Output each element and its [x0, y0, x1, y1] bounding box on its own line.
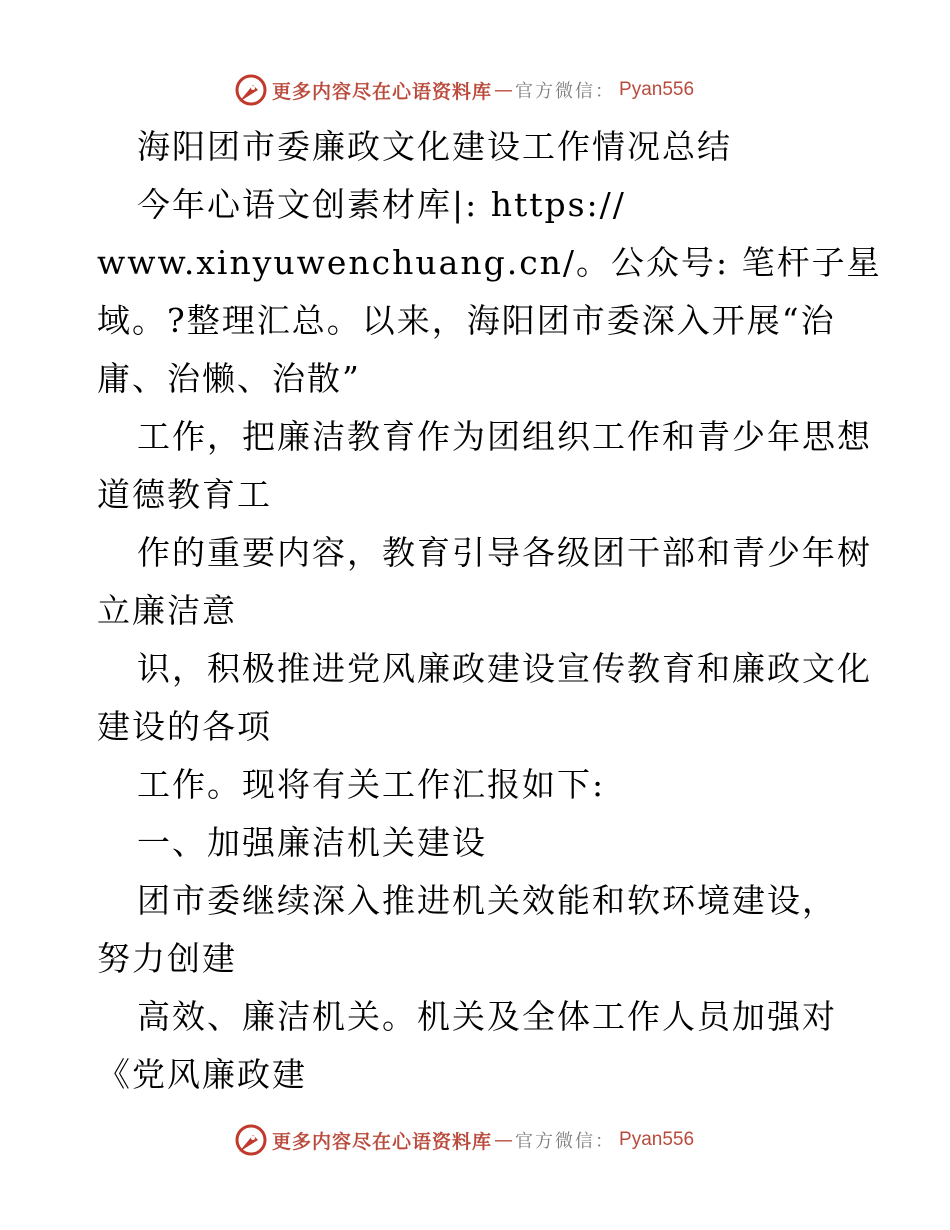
text-line: 域。?整理汇总。以来，海阳团市委深入开展“治 [97, 301, 836, 340]
header-banner [234, 72, 694, 108]
text-line: 工作，把廉洁教育作为团组织工作和青少年思想 [137, 417, 872, 456]
pen-nib-logo-icon [234, 73, 268, 107]
banner-wechat-id: Pyan556 [619, 1129, 695, 1150]
text-line: 庸、治懒、治散” [97, 359, 361, 398]
document-title: 海阳团市委廉政文化建设工作情况总结 [137, 127, 732, 166]
banner-brand-text: 更多内容尽在心语资料库 [272, 1130, 493, 1153]
text-line: 道德教育工 [97, 475, 272, 514]
text-line: 团市委继续深入推进机关效能和软环境建设， [137, 881, 837, 920]
text-line: 工作。现将有关工作汇报如下: [137, 765, 606, 804]
text-line: 努力创建 [97, 939, 237, 978]
banner-dash: — [494, 79, 514, 101]
text-line: 识，积极推进党风廉政建设宣传教育和廉政文化 [137, 649, 872, 688]
text-line: 今年心语文创素材库|: https:// [137, 185, 626, 224]
section-heading: 一、加强廉洁机关建设 [137, 823, 487, 862]
text-line: 作的重要内容，教育引导各级团干部和青少年树 [137, 533, 872, 572]
banner-wechat-id: Pyan556 [619, 79, 695, 100]
banner-dash: — [494, 1129, 514, 1151]
text-line: 《党风廉政建 [97, 1055, 307, 1094]
text-line: www.xinyuwenchuang.cn/。公众号: 笔杆子星 [97, 243, 882, 282]
footer-banner [234, 1122, 694, 1158]
banner-official-label: 官方微信： [515, 1131, 616, 1152]
pen-nib-logo-icon [234, 1123, 268, 1157]
banner-brand-text: 更多内容尽在心语资料库 [272, 80, 493, 103]
text-line: 建设的各项 [97, 707, 272, 746]
banner-official-label: 官方微信： [515, 81, 616, 102]
document-body [97, 118, 882, 1104]
text-line: 立廉洁意 [97, 591, 237, 630]
text-line: 高效、廉洁机关。机关及全体工作人员加强对 [137, 997, 837, 1036]
